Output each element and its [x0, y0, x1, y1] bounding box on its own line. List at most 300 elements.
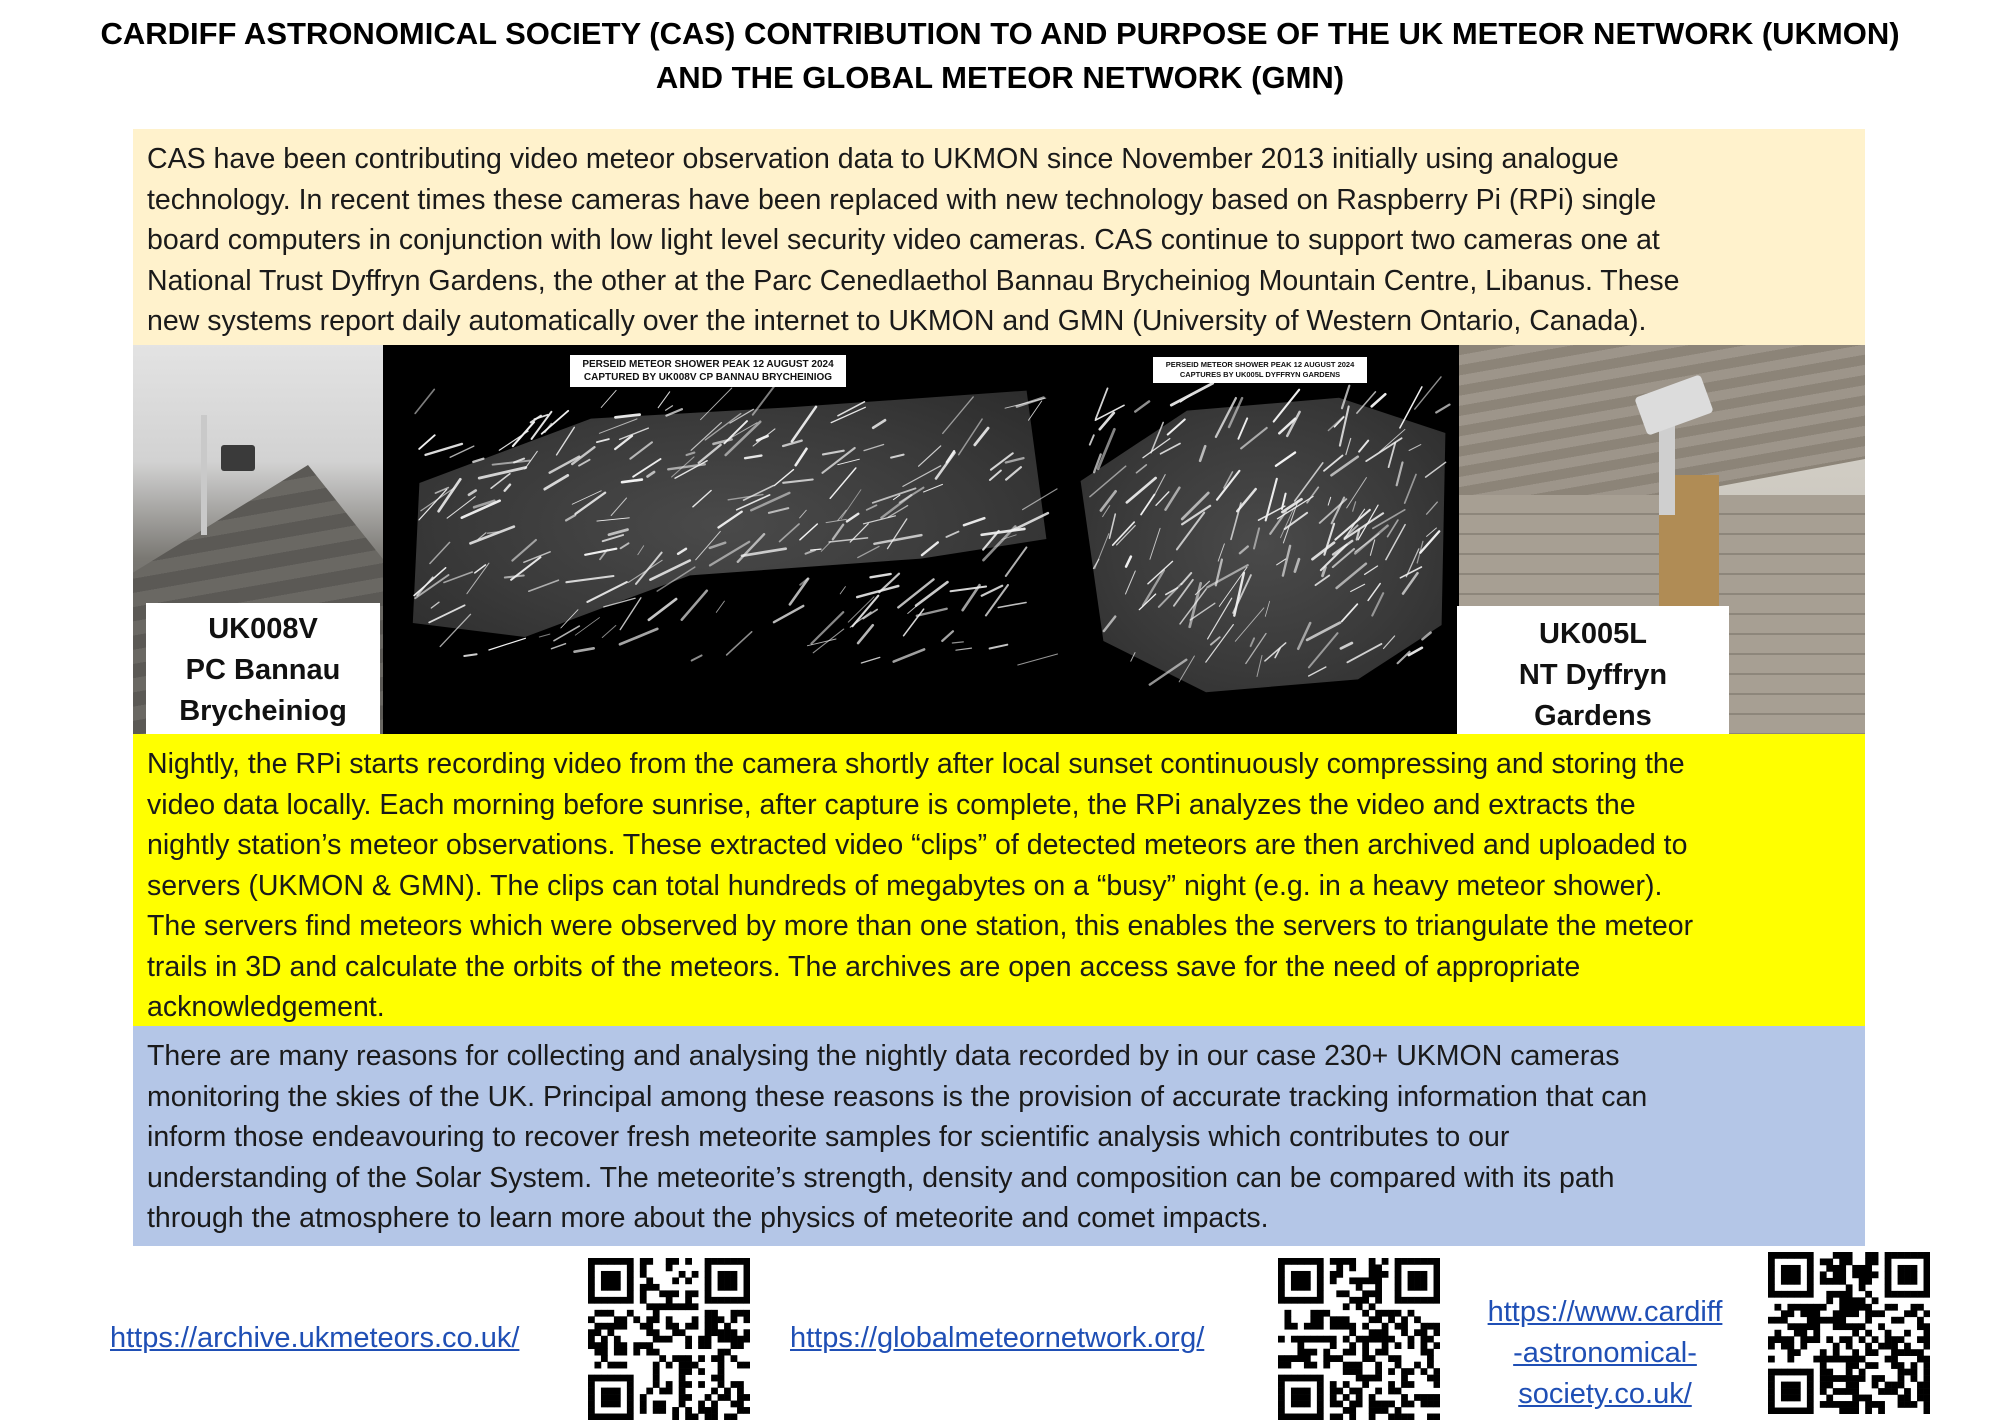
- meteor-streak: [1355, 534, 1379, 552]
- meteor-streak: [1340, 407, 1349, 446]
- sky-caption-line: CAPTURES BY UK005L DYFFRYN GARDENS: [1179, 370, 1341, 379]
- meteor-streak: [444, 572, 472, 583]
- sky-caption-line: PERSEID METEOR SHOWER PEAK 12 AUGUST 2024: [1165, 360, 1355, 369]
- meteor-streak: [1117, 526, 1136, 545]
- camera-mast: [201, 415, 207, 535]
- meteor-streak: [1006, 467, 1021, 479]
- meteor-streak: [867, 505, 877, 510]
- meteor-streak: [1113, 522, 1134, 545]
- meteor-streak: [622, 480, 642, 483]
- meteor-streak: [620, 428, 649, 439]
- meteor-streak: [1353, 502, 1356, 511]
- meteor-streak: [1023, 489, 1057, 510]
- meteor-streaks: [383, 345, 1063, 734]
- meteor-streak: [419, 435, 435, 449]
- meteor-streak: [462, 501, 500, 518]
- meteor-streak: [1110, 514, 1116, 538]
- meteor-streak: [1427, 502, 1438, 514]
- page-title: [0, 12, 2000, 100]
- meteor-streak: [1126, 571, 1136, 594]
- meteor-streak: [1017, 398, 1044, 407]
- meteor-streak: [847, 514, 858, 522]
- meteor-streak: [730, 409, 754, 423]
- meteor-streak: [1135, 401, 1149, 411]
- station-location: PC Bannau: [185, 654, 341, 686]
- meteor-streak: [898, 579, 933, 607]
- meteor-streak: [1131, 653, 1135, 662]
- meteor-streak: [1098, 429, 1114, 469]
- meteor-streak: [1208, 598, 1232, 639]
- meteor-streak: [1171, 383, 1212, 405]
- meteor-streak: [1368, 584, 1380, 601]
- meteor-streak: [990, 471, 1001, 481]
- meteor-streak: [1422, 633, 1430, 640]
- meteor-streak: [1351, 584, 1365, 591]
- cas-link-line[interactable]: https://www.cardiff: [1487, 1296, 1723, 1328]
- meteor-streak: [1014, 513, 1048, 530]
- meteor-streak: [1347, 478, 1367, 508]
- meteor-streak: [942, 631, 953, 641]
- meteor-streak: [1156, 492, 1169, 505]
- meteor-streak: [1298, 623, 1310, 649]
- meteor-streak: [1307, 487, 1318, 502]
- meteor-streak: [769, 508, 788, 513]
- meteor-streak: [467, 563, 489, 594]
- sky-caption-uk005l: [1153, 357, 1367, 383]
- meteor-streak: [858, 625, 873, 643]
- meteor-streak: [575, 648, 594, 651]
- meteor-streak: [744, 486, 774, 501]
- meteor-streak: [579, 460, 590, 466]
- meteor-streak: [691, 423, 721, 451]
- meteor-streak: [701, 388, 732, 420]
- meteor-streak: [1283, 546, 1290, 576]
- meteor-streak: [545, 424, 552, 433]
- meteor-streak: [630, 442, 652, 458]
- meteor-streak: [975, 428, 988, 445]
- meteor-streak: [780, 524, 799, 542]
- meteor-streak: [1235, 608, 1264, 641]
- station-location: Brycheiniog: [179, 695, 347, 727]
- meteor-streak: [464, 654, 476, 656]
- meteor-streak: [550, 457, 579, 473]
- meteor-streak: [1388, 520, 1398, 537]
- meteor-streak: [489, 638, 526, 650]
- meteor-streak: [493, 461, 530, 465]
- meteor-streak: [572, 447, 594, 464]
- meteor-streak: [1400, 387, 1422, 428]
- meteor-streak: [587, 582, 626, 602]
- meteor-streak: [1295, 559, 1299, 572]
- meteor-streak: [1398, 652, 1410, 663]
- meteor-streak: [1104, 617, 1115, 631]
- meteor-streak: [800, 524, 817, 540]
- meteor-streak: [894, 649, 924, 661]
- meteor-streak: [554, 626, 579, 641]
- meteor-streak: [826, 519, 846, 522]
- qr-code-icon: [588, 1258, 750, 1420]
- meteor-streak: [1397, 463, 1403, 486]
- process-line: video data locally. Each morning before sunrise, after capture is complete, the RPi analyzes the video and extracts the: [147, 788, 1636, 821]
- cas-website-link[interactable]: [1470, 1292, 1740, 1415]
- camera-bracket: [1659, 425, 1675, 515]
- qr-code-icon: [1768, 1252, 1930, 1414]
- meteor-streak: [1095, 534, 1109, 569]
- reasons-panel: [133, 1026, 1865, 1246]
- meteor-streak: [1238, 418, 1247, 438]
- meteor-streak: [871, 574, 891, 577]
- meteor-streak: [1436, 405, 1449, 413]
- station-location: Gardens: [1534, 700, 1652, 732]
- meteor-streak: [1309, 667, 1326, 676]
- meteor-streak: [692, 656, 702, 661]
- meteor-streak: [431, 602, 439, 608]
- meteor-streak: [450, 446, 474, 457]
- meteor-streak: [823, 451, 844, 455]
- meteor-streak: [1150, 528, 1160, 559]
- meteor-streak: [1341, 643, 1352, 648]
- meteor-streak: [959, 419, 982, 455]
- meteor-streak: [1346, 439, 1351, 455]
- meteor-streak: [1143, 570, 1164, 605]
- meteor-streak: [440, 614, 470, 646]
- meteor-streak: [470, 527, 514, 544]
- cas-link-line[interactable]: -astronomical-: [1513, 1337, 1697, 1369]
- meteor-streak: [1211, 637, 1220, 644]
- meteor-streak: [620, 629, 657, 644]
- meteor-streak: [838, 459, 860, 465]
- meteor-streak: [657, 567, 695, 591]
- meteor-streak: [1426, 462, 1446, 477]
- meteor-streak: [539, 634, 549, 637]
- meteor-streak: [557, 427, 575, 455]
- meteor-streak: [792, 407, 816, 442]
- meteor-composite-uk005l: [1068, 345, 1459, 734]
- meteor-streak: [585, 549, 616, 555]
- meteor-streak: [1251, 638, 1255, 646]
- meteor-streak: [469, 491, 476, 495]
- meteor-streak: [682, 591, 707, 620]
- meteor-streak: [1342, 386, 1349, 409]
- meteor-streaks: [1068, 345, 1459, 734]
- camera-housing: [221, 445, 255, 471]
- meteor-streak: [473, 459, 483, 462]
- meteor-streak: [602, 626, 616, 638]
- meteor-streak: [511, 557, 540, 580]
- meteor-streak: [1277, 559, 1286, 565]
- meteor-streak: [604, 598, 635, 607]
- meteor-streak: [1229, 398, 1242, 427]
- meteor-streak: [716, 601, 724, 612]
- meteor-streak: [1241, 428, 1267, 449]
- meteor-streak: [628, 560, 662, 582]
- meteor-streak: [1006, 547, 1027, 576]
- meteor-streak: [1357, 392, 1376, 413]
- qr-code-icon: [1278, 1258, 1440, 1420]
- meteor-streak: [1206, 625, 1234, 663]
- process-line: acknowledgement.: [147, 991, 385, 1023]
- meteor-streak: [840, 587, 845, 594]
- meteor-streak: [838, 510, 846, 520]
- meteor-streak: [552, 644, 566, 649]
- meteor-streak: [475, 565, 486, 573]
- intro-panel: [133, 129, 1865, 345]
- meteor-streak: [650, 561, 689, 580]
- meteor-streak: [848, 597, 874, 622]
- meteor-streak: [1257, 656, 1262, 677]
- meteor-streak: [678, 549, 686, 554]
- process-line: The servers find meteors which were observed by more than one station, this enables the servers to triangulate the meteor: [147, 910, 1694, 942]
- meteor-streak: [1126, 557, 1131, 567]
- meteor-streak: [636, 553, 662, 584]
- reasons-line: through the atmosphere to learn more about the physics of meteorite and comet impacts.: [147, 1202, 1269, 1234]
- meteor-streak: [956, 648, 972, 650]
- meteor-streak: [1405, 475, 1416, 504]
- meteor-streak: [1409, 445, 1421, 451]
- meteor-streak: [1309, 633, 1338, 667]
- meteor-streak: [946, 532, 958, 537]
- meteor-streak: [699, 445, 721, 463]
- meteor-streak: [414, 568, 446, 596]
- intro-line: National Trust Dyffryn Gardens, the other at the Parc Cenedlaethol Bannau Brycheiniog Mountain Centre, Libanus. These: [147, 264, 1680, 297]
- intro-line: new systems report daily automatically over the internet to UKMON and GMN (University of Western Ontario, Canada).: [147, 305, 1647, 337]
- meteor-streak: [430, 542, 450, 563]
- meteor-streak: [903, 466, 941, 487]
- station-location: NT Dyffryn: [1518, 659, 1668, 691]
- meteor-streak: [429, 605, 464, 622]
- meteor-streak: [566, 576, 613, 582]
- meteor-streak: [1276, 453, 1295, 466]
- meteor-streak: [1150, 660, 1187, 685]
- title-line-2: AND THE GLOBAL METEOR NETWORK (GMN): [655, 60, 1345, 95]
- meteor-streak: [1168, 420, 1185, 435]
- sky-caption-line: PERSEID METEOR SHOWER PEAK 12 AUGUST 2024: [582, 359, 834, 370]
- meteor-streak: [1254, 528, 1259, 548]
- meteor-streak: [505, 485, 510, 491]
- meteor-streak: [998, 603, 1026, 608]
- cas-link-line[interactable]: society.co.uk/: [1518, 1378, 1692, 1410]
- meteor-streak: [745, 456, 761, 459]
- meteor-streak: [479, 468, 526, 479]
- meteor-streak: [545, 475, 568, 489]
- meteor-streak: [693, 491, 711, 507]
- meteor-streak: [864, 445, 884, 451]
- meteor-streak: [603, 535, 623, 541]
- meteor-streak: [982, 529, 1025, 535]
- reasons-line: inform those endeavouring to recover fresh meteorite samples for scientific analysis which contributes to our: [147, 1121, 1510, 1153]
- meteor-streak: [908, 606, 917, 614]
- meteor-streak: [666, 409, 682, 415]
- meteor-streak: [990, 645, 1008, 649]
- meteor-streak: [916, 582, 947, 606]
- ukmon-archive-link[interactable]: https://archive.ukmeteors.co.uk/: [110, 1322, 520, 1354]
- station-label-uk008v: [146, 603, 380, 734]
- qr-code-icon: [1278, 1258, 1440, 1420]
- meteor-streak: [633, 459, 660, 477]
- meteor-streak: [1359, 441, 1368, 452]
- meteor-streak: [1200, 446, 1205, 461]
- meteor-streak: [924, 484, 943, 492]
- meteor-streak: [566, 515, 575, 520]
- process-panel: [133, 734, 1865, 1026]
- meteor-streak: [1331, 457, 1357, 476]
- qr-code-icon: [1768, 1252, 1930, 1414]
- intro-line: technology. In recent times these cameras have been replaced with new technology based on Raspberry Pi (RPi) single: [147, 183, 1657, 216]
- meteor-streak: [1141, 495, 1154, 515]
- meteor-streak: [719, 512, 742, 528]
- meteor-streak: [638, 546, 644, 555]
- meteor-streak: [1161, 444, 1180, 454]
- meteor-streak: [1174, 580, 1193, 606]
- sky-caption-line: CAPTURED BY UK008V CP BANNAU BRYCHEINIOG: [583, 372, 833, 383]
- meteor-streak: [864, 516, 896, 524]
- meteor-streak: [943, 397, 974, 434]
- qr-code-icon: [588, 1258, 750, 1420]
- meteor-streak: [1246, 634, 1266, 664]
- meteor-streak: [648, 472, 655, 477]
- meteor-streak: [1372, 394, 1386, 406]
- meteor-streak: [1029, 401, 1042, 420]
- intro-line: board computers in conjunction with low light level security video cameras. CAS continue to support two cameras one at: [147, 224, 1660, 256]
- reasons-line: understanding of the Solar System. The meteorite’s strength, density and composition can be compared with its path: [147, 1161, 1615, 1194]
- meteor-streak: [727, 632, 752, 655]
- meteor-streak: [964, 518, 984, 525]
- meteor-streak: [1274, 390, 1300, 422]
- meteor-streak: [830, 468, 856, 498]
- meteor-streak: [813, 629, 844, 653]
- meteor-streak: [757, 436, 768, 440]
- meteor-streak: [609, 530, 628, 535]
- meteor-streak: [1366, 438, 1401, 461]
- meteor-streak: [597, 439, 609, 442]
- meteor-streak: [873, 420, 885, 428]
- meteor-streak: [1403, 573, 1418, 593]
- meteor-streak: [858, 546, 879, 557]
- meteor-streak: [1237, 489, 1255, 511]
- process-line: Nightly, the RPi starts recording video from the camera shortly after local sunset continuously compressing and storing the: [147, 748, 1685, 780]
- meteor-streak: [1090, 435, 1094, 444]
- meteor-streak: [790, 579, 808, 605]
- meteor-streak: [1328, 416, 1343, 430]
- meteor-streak: [1265, 601, 1269, 616]
- meteor-streak: [1218, 544, 1224, 561]
- meteor-streak: [1100, 413, 1114, 429]
- station-id: UK008V: [208, 613, 318, 645]
- meteor-streak: [1159, 584, 1182, 607]
- meteor-streak: [1137, 465, 1147, 473]
- meteor-streak: [666, 406, 673, 411]
- meteor-streak: [1006, 458, 1024, 462]
- meteor-streak: [861, 657, 879, 663]
- meteor-streak: [687, 453, 695, 455]
- meteor-streak: [615, 415, 639, 418]
- station-id: UK005L: [1539, 618, 1647, 650]
- meteor-streak: [891, 455, 904, 458]
- meteor-streak: [904, 609, 924, 636]
- meteor-streak: [1324, 524, 1334, 555]
- meteor-streak: [1337, 564, 1366, 588]
- meteor-streak: [951, 587, 987, 592]
- meteor-streak: [1313, 543, 1335, 560]
- meteor-streak: [821, 542, 830, 551]
- intro-line: CAS have been contributing video meteor observation data to UKMON since November 2013 initially using analogue: [147, 143, 1619, 175]
- sky-caption-uk008v: [570, 355, 846, 387]
- process-line: trails in 3D and calculate the orbits of the meteors. The archives are open access save for the need of appropriate: [147, 950, 1581, 983]
- meteor-composite-uk008v: [383, 345, 1063, 734]
- meteor-streak: [499, 431, 528, 450]
- process-line: servers (UKMON & GMN). The clips can total hundreds of megabytes on a “busy” night (e.g. in a heavy meteor shower).: [147, 869, 1663, 902]
- meteor-streak: [649, 599, 676, 620]
- meteor-streak: [833, 525, 843, 540]
- meteor-streak: [986, 585, 1008, 616]
- meteor-streak: [1379, 429, 1405, 452]
- meteor-streak: [952, 642, 963, 643]
- meteor-streak: [512, 540, 536, 561]
- meteor-streak: [621, 543, 629, 548]
- meteor-streak: [1370, 540, 1374, 555]
- meteor-streak: [705, 414, 741, 440]
- meteor-streak: [599, 419, 637, 433]
- meteor-streak: [888, 519, 907, 549]
- gmn-link[interactable]: https://globalmeteornetwork.org/: [790, 1322, 1205, 1354]
- meteor-streak: [1018, 654, 1058, 665]
- meteor-streak: [812, 612, 844, 643]
- meteor-streak: [1295, 463, 1323, 501]
- meteor-streak: [426, 444, 463, 455]
- meteor-streak: [1342, 604, 1358, 621]
- process-line: nightly station’s meteor observations. These extracted video “clips” of detected meteors are then archived and uploaded to: [147, 829, 1688, 861]
- meteor-streak: [1190, 583, 1201, 627]
- meteor-streak: [796, 449, 807, 465]
- meteor-streak: [620, 598, 641, 630]
- meteor-streak: [1409, 648, 1422, 655]
- meteor-streak: [1386, 525, 1405, 560]
- meteor-streak: [1328, 497, 1331, 505]
- meteor-streak: [919, 446, 941, 466]
- meteor-streak: [774, 606, 803, 622]
- meteor-streak: [1166, 488, 1180, 510]
- meteor-streak: [529, 580, 559, 591]
- meteor-streak: [710, 543, 725, 548]
- meteor-streak: [829, 538, 867, 542]
- meteor-streak: [1148, 561, 1173, 583]
- reasons-line: monitoring the skies of the UK. Principal among these reasons is the provision of accurate tracking information that can: [147, 1080, 1648, 1113]
- meteor-streak: [415, 389, 434, 413]
- meteor-streak: [1365, 566, 1378, 574]
- meteor-streak: [1347, 644, 1381, 662]
- meteor-streak: [738, 534, 764, 562]
- meteor-streak: [783, 480, 813, 483]
- meteor-streak: [1217, 471, 1239, 500]
- title-line-1: CARDIFF ASTRONOMICAL SOCIETY (CAS) CONTRIBUTION TO AND PURPOSE OF THE UK METEOR NETWORK (UKMON): [100, 16, 1900, 51]
- meteor-streak: [658, 392, 670, 408]
- meteor-streak: [611, 498, 626, 516]
- meteor-streak: [601, 390, 616, 407]
- meteor-streak: [1384, 636, 1395, 649]
- meteor-streak: [874, 535, 921, 544]
- meteor-streak: [753, 386, 775, 415]
- meteor-streak: [1240, 547, 1248, 554]
- meteor-streak: [800, 510, 807, 518]
- meteor-streak: [1372, 593, 1383, 615]
- meteor-streak: [724, 421, 747, 443]
- meteor-streak: [597, 518, 629, 521]
- station-label-uk005l: [1457, 606, 1729, 734]
- meteor-streak: [922, 542, 938, 555]
- meteor-streak: [1181, 573, 1191, 584]
- meteor-streak: [561, 610, 578, 628]
- reasons-line: There are many reasons for collecting and analysing the nightly data recorded by in our case 230+ UKMON cameras: [147, 1040, 1620, 1072]
